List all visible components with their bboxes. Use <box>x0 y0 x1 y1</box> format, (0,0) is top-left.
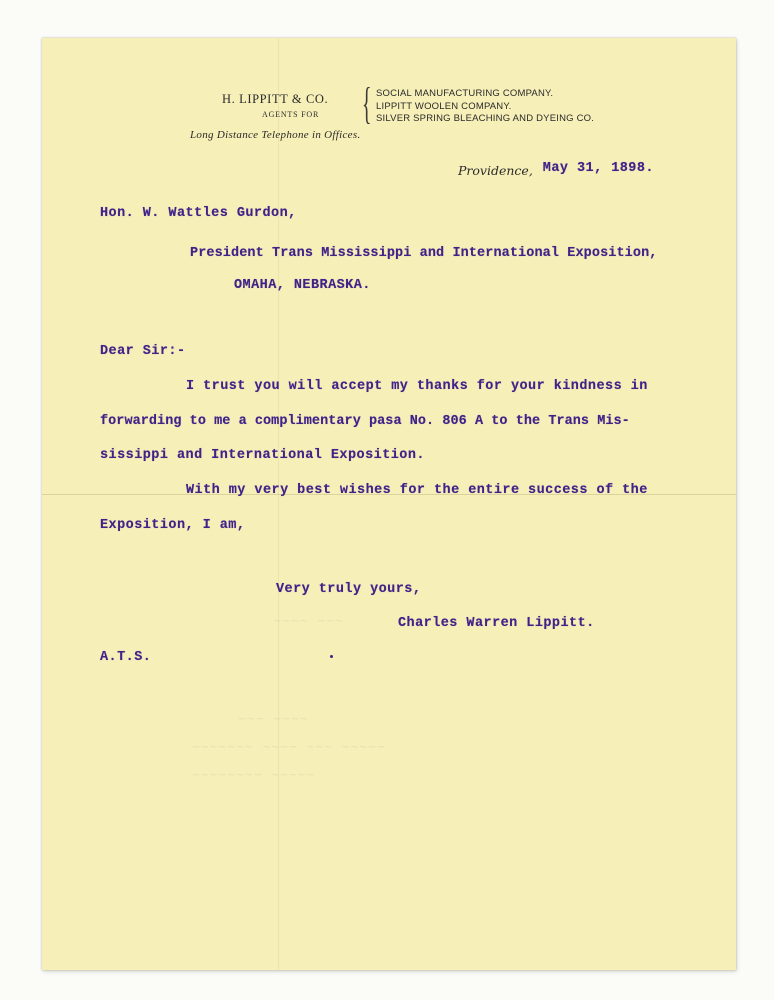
addressee-location: OMAHA, NEBRASKA. <box>234 278 371 293</box>
letterhead-represented-companies <box>376 88 594 126</box>
bleed-through-shadow: ~~~~~~~ ~~~~ ~~~ ~~~~~ <box>192 740 386 755</box>
addressee-title: President Trans Mississippi and International Exposition, <box>190 246 658 261</box>
body-line: I trust you will accept my thanks for your kindness in <box>186 379 648 394</box>
letterhead-telephone-note: Long Distance Telephone in Offices. <box>190 129 361 141</box>
dateline <box>458 162 654 180</box>
vertical-fold-crease <box>278 38 279 970</box>
dateline-place: Providence, <box>458 163 533 178</box>
bleed-through-shadow: ​ ​ ​ ​ ~~~~ ~~~ <box>238 614 344 629</box>
body-line: sissippi and International Exposition. <box>100 448 425 463</box>
closing: Very truly yours, <box>276 582 422 597</box>
dateline-date: May 31, 1898. <box>542 161 654 176</box>
addressee-name: Hon. W. Wattles Gurdon, <box>100 206 297 221</box>
body-line: With my very best wishes for the entire success of the <box>186 483 648 498</box>
letterhead-company-name: H. LIPPITT & CO. <box>222 92 329 106</box>
represented-company: LIPPITT WOOLEN COMPANY. <box>376 100 512 112</box>
bleed-through-shadow: ~~~ ~~~~ <box>238 712 309 727</box>
body-line: forwarding to me a complimentary pasa No. 806 A to the Trans Mis- <box>100 414 630 429</box>
bleed-through-shadow: ~~~~~~~~ ~~~~~ <box>192 768 316 783</box>
represented-company: SOCIAL MANUFACTURING COMPANY. <box>376 88 554 99</box>
typist-initials: A.T.S. <box>100 650 152 665</box>
letter-sheet <box>42 38 736 970</box>
body-line: Exposition, I am, <box>100 518 246 533</box>
letterhead-agents-for: AGENTS FOR <box>262 110 320 119</box>
signature: Charles Warren Lippitt. <box>398 616 595 631</box>
letterhead-brace: { <box>362 79 372 128</box>
ink-dot <box>330 655 333 658</box>
represented-company: SILVER SPRING BLEACHING AND DYEING CO. <box>376 113 595 124</box>
salutation: Dear Sir:- <box>100 344 186 359</box>
